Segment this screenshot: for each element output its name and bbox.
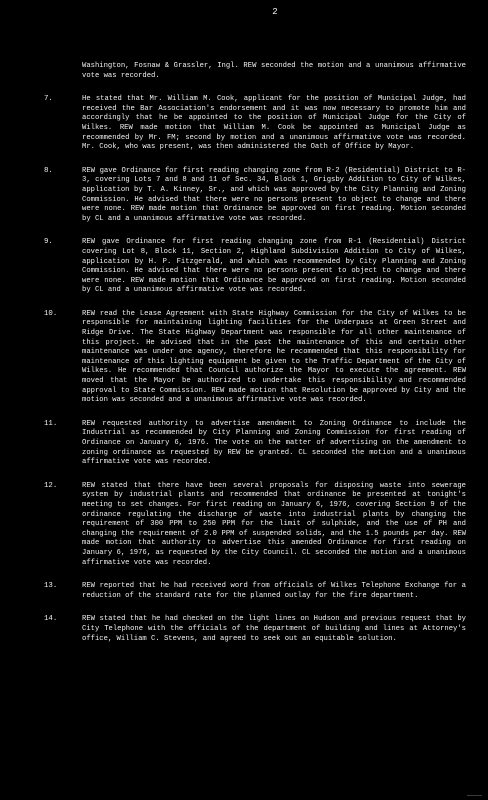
- item-number: 12.: [44, 481, 58, 490]
- item-text: REW stated that there have been several proposals for disposing waste into sewerage system by industrial plants and recommended that ordinance be presented at tonight's meeting to set changes. For first reading on January 6, 1976, covering Section 9 of the ordinance regulating the discharge of waste into industrial plants by changing the requirement of 300 PPM to 250 PPM for the limit of sulphide, and the use of PH and changing the requirement of 2.0 PPM of suspended solids, and the 1.5 pounds per day. REW made motion that authority to advertise this amended Ordinance for first reading on January 6, 1976, as requested by the City Council. CL seconded the motion and a unanimous affirmative vote was recorded.: [82, 481, 471, 567]
- minutes-item-10: [44, 309, 471, 406]
- item-text: REW gave Ordinance for first reading changing zone from R-2 (Residential) District to R-3, covering Lots 7 and 8 and 11 of Sec. 34, Block 1, Grigsby Addition to City of Wilkes, application by T. A. Kinney, Sr., and which was approved by the City Planning and Zoning Commission. He advised that there were no persons present to object to change and there were none. REW made motion that Ordinance be approved on first reading. Motion seconded by CL and a unanimous affirmative vote was recorded.: [82, 166, 471, 223]
- intro-paragraph: Washington, Fosnaw & Grassler, Ingl. REW seconded the motion and a unanimous affirmative vote was recorded.: [82, 62, 471, 80]
- item-text: He stated that Mr. William M. Cook, applicant for the position of Municipal Judge, had received the Bar Association's endorsement and it was now necessary to promote him and accordingly that he be appointed to the position of Municipal Judge for the City of Wilkes. REW made motion that William M. Cook be appointed as Municipal Judge as recommended by Mr. FM; second by motion and a unanimous affirmative vote was recorded. Mr. Cook, who was present, was then administered the Oath of Office by Mayor.: [82, 95, 471, 152]
- item-text: REW gave Ordinance for first reading changing zone from R-1 (Residential) District covering Lot 8, Block 11, Section 2, Highland Subdivision Addition to City of Wilkes, application by H. P. Fitzgerald, and which was recommended by City Planning and Zoning Commission. He advised that there were no persons present to object to change and there were none. REW made motion that Ordinance be approved on first reading. Motion seconded by CL and a unanimous affirmative vote was recorded.: [82, 238, 471, 295]
- item-number: 7.: [44, 95, 53, 104]
- page-number: 2: [272, 7, 278, 17]
- item-number: 10.: [44, 309, 58, 318]
- item-number: 8.: [44, 166, 53, 175]
- item-text: REW stated that he had checked on the light lines on Hudson and previous request that by City Telephone with the officials of the department of building and lines at Attorney's office, William C. Stevens, and agreed to seek out an equitable solution.: [82, 615, 471, 643]
- minutes-item-9: [44, 238, 471, 296]
- minutes-item-14: [44, 615, 471, 644]
- minutes-item-7: [44, 95, 471, 153]
- corner-mark: _____: [466, 791, 482, 797]
- minutes-item-8: [44, 166, 471, 225]
- item-number: 11.: [44, 419, 58, 428]
- item-text: REW reported that he had received word from officials of Wilkes Telephone Exchange for a reduction of the standard rate for the planned outlay for the fire department.: [82, 582, 471, 600]
- item-number: 13.: [44, 582, 58, 591]
- item-text: REW read the Lease Agreement with State Highway Commission for the City of Wilkes to be responsible for maintaining lighting facilities for the Underpass at Green Street and Ridge Drive. The State Highway Department was responsible for all other maintenance of this project. He advised that in the past the maintenance of this and certain other maintenance was under one agency, therefore he recommended that this responsibility for maintenance of this lighting equipment be given to the Traffic Department of the City of Wilkes. He recommended that Council authorize the Mayor to execute the agreement. REW moved that the Mayor be authorized to undertake this responsibility and recommended approval to State Commission. REW made motion that Resolution be approved by City and the motion was seconded and a unanimous affirmative vote was recorded.: [82, 309, 471, 405]
- minutes-item-11: [44, 419, 471, 468]
- item-number: 14.: [44, 615, 58, 624]
- item-text: REW requested authority to advertise amendment to Zoning Ordinance to include the Industrial as recommended by City Planning and Zoning Commission for first reading of Ordinance on January 6, 1976. The vote on the matter of advertising on the amendment to zoning ordinance as requested by REW be granted. CL seconded the motion and a unanimous affirmative vote was recorded.: [82, 419, 471, 467]
- minutes-item-12: [44, 481, 471, 568]
- minutes-item-13: [44, 582, 471, 601]
- item-number: 9.: [44, 238, 53, 247]
